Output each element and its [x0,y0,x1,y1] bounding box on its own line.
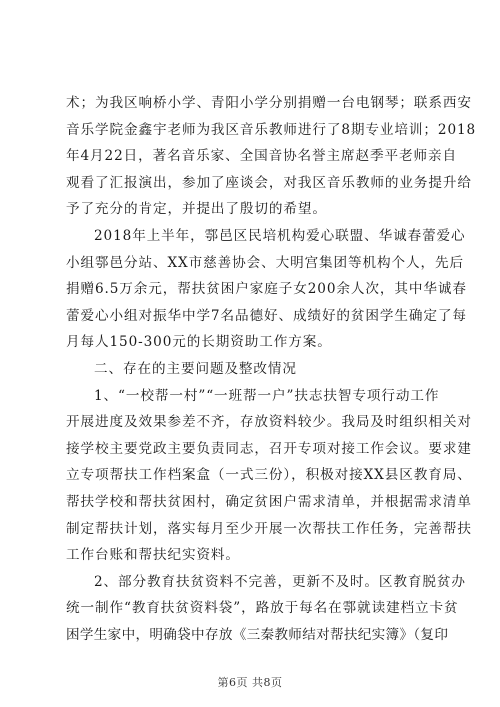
section-heading: 二、存在的主要问题及整改情况 [94,360,297,377]
text-line: 1、“一校帮一村”“一班帮一户”扶志扶智专项行动工作 [94,387,440,404]
text-line: 音乐学院金鑫宇老师为我区音乐教师进行了8期专业培训；2018 [66,121,477,138]
text-line: 立专项帮扶工作档案盒（一式三份），积极对接XX县区教育局、 [66,467,472,484]
document-body [66,90,477,648]
text-line: 小组鄠邑分站、XX市慈善协会、大明宫集团等机构个人，先后 [66,254,464,271]
text-line: 蕾爱心小组对振华中学7名品德好、成绩好的贫困学生确定了每 [66,307,467,324]
text-line: 困学生家中，明确袋中存放《三秦教师结对帮扶纪实簿》（复印 [66,626,449,643]
text-line: 捐赠6.5万余元，帮扶贫困户家庭子女200余人次，其中华诚春 [66,281,467,298]
text-line: 术；为我区响桥小学、青阳小学分别捐赠一台电钢琴；联系西安 [66,95,472,111]
text-line: 统一制作“教育扶贫资料袋”，路放于每名在鄠就读建档立卡贫 [66,600,459,617]
text-line: 月每人150-300元的长期资助工作方案。 [66,334,332,351]
page-number-footer: 第6页 共8页 [217,676,283,689]
text-line: 2、部分教育扶贫资料不完善，更新不及时。区教育脱贫办 [94,573,466,590]
text-line: 年4月22日，著名音乐家、全国音协名誉主席赵季平老师亲自 [66,148,457,165]
text-line: 2018年上半年，鄠邑区民培机构爱心联盟、华诚春蕾爱心 [94,227,466,244]
text-line: 帮扶学校和帮扶贫困村，确定贫困户需求清单，并根据需求清单 [66,493,472,510]
text-line: 开展进度及效果参差不齐，存放资料较少。我局及时组织相关对 [66,414,472,431]
text-line: 制定帮扶计划，落实每月至少开展一次帮扶工作任务，完善帮扶 [66,520,472,537]
text-line: 接学校主要党政主要负责同志，召开专项对接工作会议。要求建 [66,440,472,457]
text-line: 工作台账和帮扶纪实资料。 [66,547,240,564]
text-line: 观看了汇报演出，参加了座谈会，对我区音乐教师的业务提升给 [66,174,472,191]
text-line: 予了充分的肯定，并提出了殷切的希望。 [66,201,327,218]
